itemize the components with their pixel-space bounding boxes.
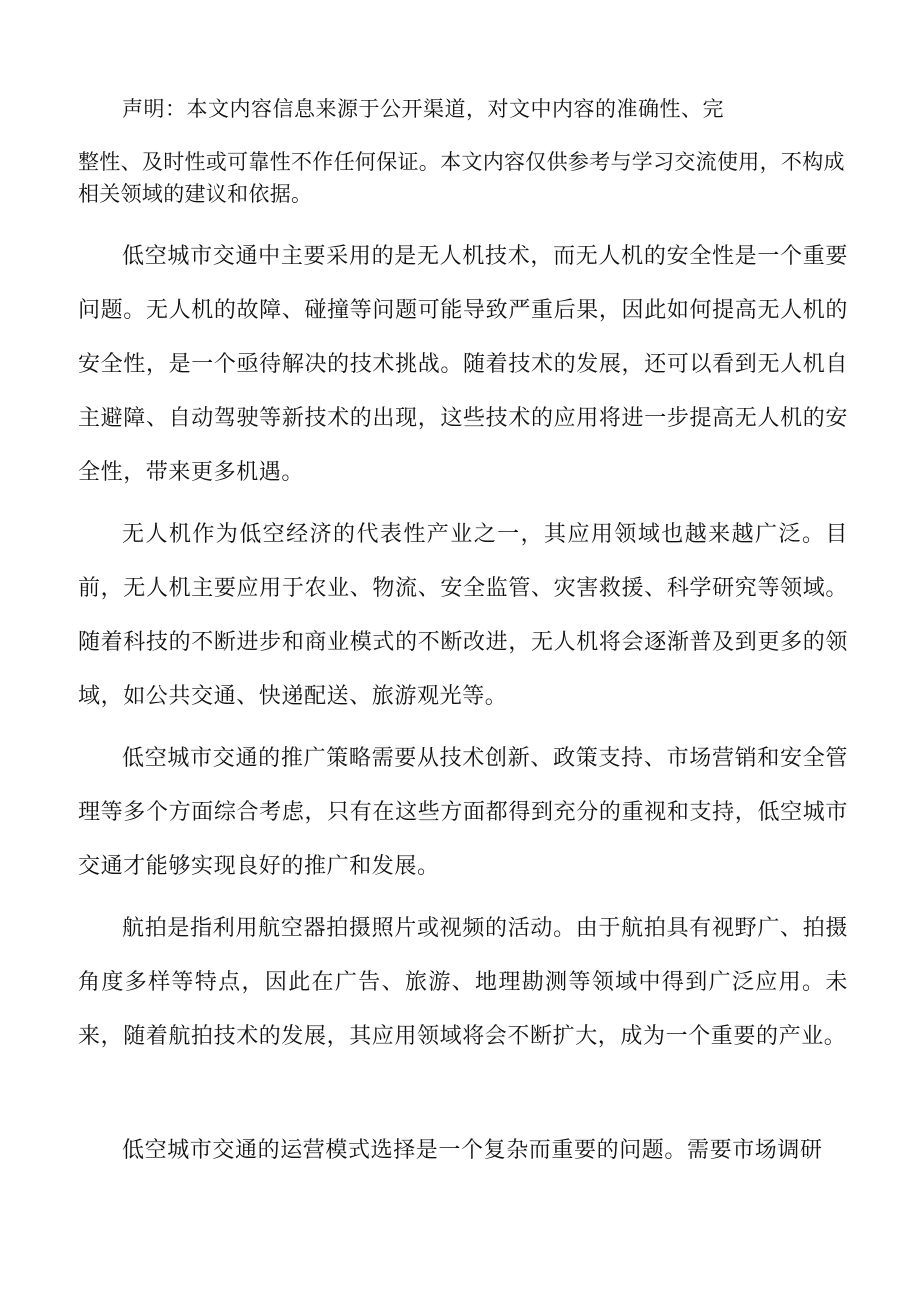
paragraph-promotion-strategy: 低空城市交通的推广策略需要从技术创新、政策支持、市场营销和安全管理等多个方面综合考虑，只有在这些方面都得到充分的重视和支持，低空城市交通才能够实现良好的推广和发展。 (78, 746, 848, 879)
paragraph-uav-applications: 无人机作为低空经济的代表性产业之一，其应用领域也越来越广泛。目前，无人机主要应用于农业、物流、安全监管、灾害救援、科学研究等领域。随着科技的不断进步和商业模式的不断改进，无人机将会逐渐普及到更多的领域，如公共交通、快递配送、旅游观光等。 (78, 522, 848, 709)
paragraph-aerial-photography: 航拍是指利用航空器拍摄照片或视频的活动。由于航拍具有视野广、拍摄角度多样等特点，因此在广告、旅游、地理勘测等领域中得到广泛应用。未来，随着航拍技术的发展，其应用领域将会不断扩大，成为一个重要的产业。 (78, 916, 848, 1049)
paragraph-uav-safety: 低空城市交通中主要采用的是无人机技术，而无人机的安全性是一个重要问题。无人机的故障、碰撞等问题可能导致严重后果，因此如何提高无人机的安全性，是一个亟待解决的技术挑战。随着技术的发展，还可以看到无人机自主避障、自动驾驶等新技术的出现，这些技术的应用将进一步提高无人机的安全性，带来更多机遇。 (78, 244, 848, 485)
disclaimer-first-line: 声明：本文内容信息来源于公开渠道，对文中内容的准确性、完 (122, 97, 724, 121)
disclaimer-continuation: 整性、及时性或可靠性不作任何保证。本文内容仅供参考与学习交流使用，不构成相关领域的建议和依据。 (78, 150, 845, 206)
paragraph-operation-model: 低空城市交通的运营模式选择是一个复杂而重要的问题。需要市场调研 (122, 1138, 823, 1163)
